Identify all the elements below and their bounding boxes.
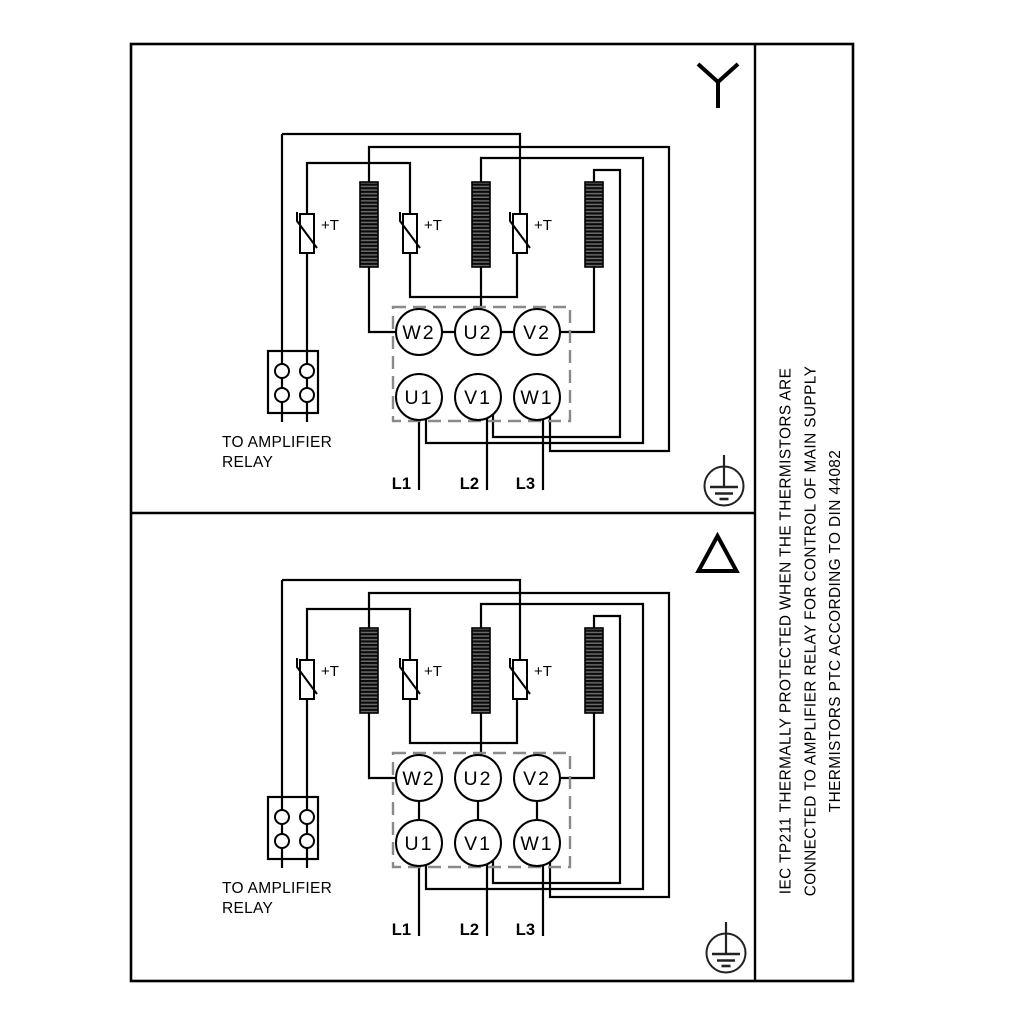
side-note [778,366,845,897]
thermistor-label: +T [534,663,552,680]
earth-ground-icon [705,455,744,506]
side-note-line2: CONNECTED TO AMPLIFIER RELAY FOR CONTROL OF MAIN SUPPLY [802,365,820,897]
terminal-u2: U2 [463,768,493,790]
earth-ground-icon [707,922,746,973]
supply-l2: L2 [459,921,479,939]
supply-l2: L2 [459,475,479,493]
star-connection-icon [698,64,738,108]
terminal-u1: U1 [404,387,434,409]
delta-connection-icon [699,536,737,571]
relay-note-line2: RELAY [222,454,274,471]
supply-l1: L1 [391,921,411,939]
relay-note-line1: TO AMPLIFIER [222,434,333,451]
terminal-v2: V2 [523,322,551,344]
supply-l3: L3 [515,475,535,493]
terminal-w1: W1 [520,387,554,409]
thermistor-label: +T [321,217,339,234]
thermistor-label: +T [534,217,552,234]
thermistor-label: +T [321,663,339,680]
thermistor-label: +T [424,663,442,680]
terminal-v1: V1 [464,387,492,409]
relay-note-line1: TO AMPLIFIER [222,880,333,897]
terminal-w2: W2 [402,322,436,344]
thermistor-label: +T [424,217,442,234]
supply-l3: L3 [515,921,535,939]
terminal-u2: U2 [463,322,493,344]
relay-note-line2: RELAY [222,900,274,917]
terminal-w2: W2 [402,768,436,790]
supply-l1: L1 [391,475,411,493]
terminal-w1: W1 [520,833,554,855]
star-panel [222,64,744,506]
terminal-u1: U1 [404,833,434,855]
side-note-line1: IEC TP211 THERMALLY PROTECTED WHEN THE THERMISTORS ARE [777,367,795,895]
side-note-line3: THERMISTORS PTC ACCORDING TO DIN 44082 [827,449,844,813]
terminal-v2: V2 [523,768,551,790]
delta-panel [222,536,746,973]
terminal-v1: V1 [464,833,492,855]
